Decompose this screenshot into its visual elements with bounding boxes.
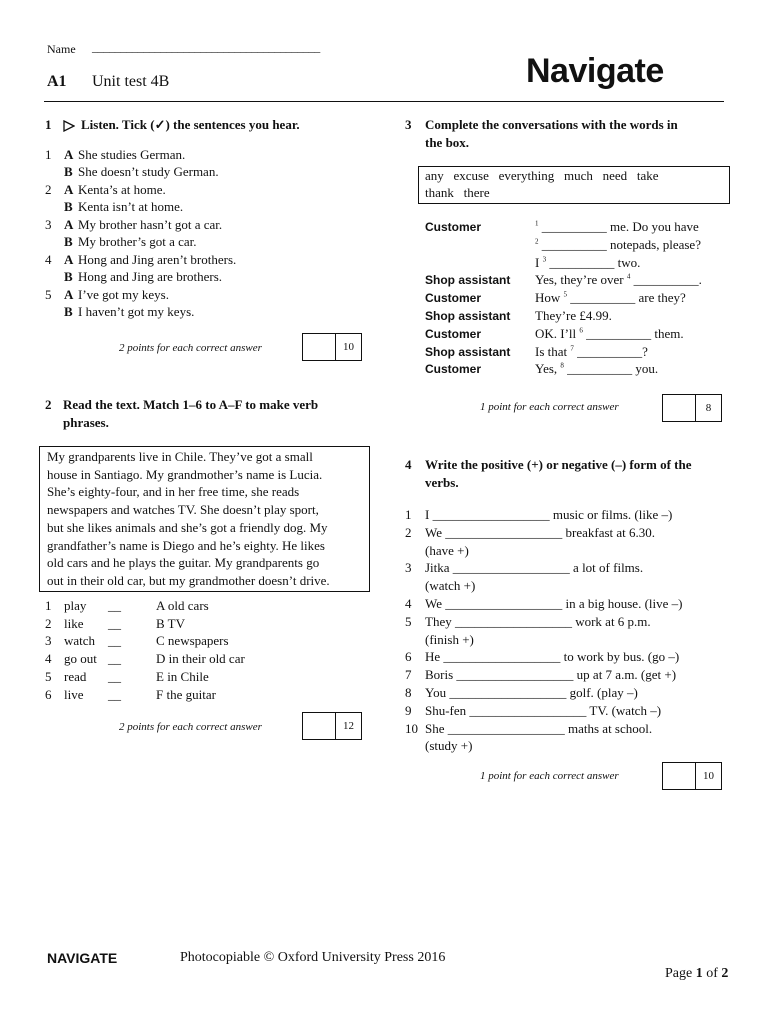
sentence-a: I’ve got my keys.: [78, 287, 169, 302]
conversation-row: [425, 289, 730, 307]
level-label: A1: [47, 73, 67, 90]
reading-text-line: newspapers and watches TV. She doesn’t play sport,: [47, 502, 319, 518]
exercise-text: (watch +): [425, 578, 476, 594]
item-number: 4: [405, 596, 412, 611]
points-note: 2 points for each correct answer: [119, 342, 262, 354]
item-number: 9: [405, 702, 412, 718]
footer-brand: NAVIGATE: [47, 950, 118, 966]
header: [0, 0, 768, 105]
match-option: A old cars: [156, 598, 209, 613]
question-instruction: Listen. Tick (✓) the sentences you hear.: [81, 117, 300, 132]
match-option: C newspapers: [156, 633, 229, 649]
exercise-text: You __________________ golf. (play –): [425, 685, 638, 700]
question-number: 2: [45, 397, 52, 412]
match-option: E in Chile: [156, 668, 209, 684]
sentence-b: Kenta isn’t at home.: [78, 199, 184, 214]
brand-logo: Navigate: [526, 52, 664, 90]
verb-exercise-row[interactable]: [405, 720, 730, 738]
name-label: Name: [47, 42, 76, 56]
match-row: [45, 615, 375, 633]
line-text-after: __________ notepads, please?: [538, 236, 701, 252]
verb-exercise-row[interactable]: [405, 506, 730, 524]
word-box: [418, 166, 730, 204]
verb-exercise-row[interactable]: [405, 648, 730, 666]
sentence-a: She studies German.: [78, 147, 186, 162]
exercise-text: Jitka __________________ a lot of films.: [425, 560, 644, 576]
match-option: F the guitar: [156, 686, 216, 702]
item-number: 1: [45, 147, 52, 162]
match-answer-blank[interactable]: __: [108, 668, 121, 684]
gap-number: 7: [570, 344, 574, 353]
item-number: 5: [405, 613, 412, 629]
sentence-b: My brother’s got a car.: [78, 234, 197, 249]
question-4: [405, 456, 730, 796]
page-total: 2: [721, 966, 729, 981]
speaker-label: Shop assistant: [425, 309, 511, 323]
sentence-b: She doesn’t study German.: [78, 164, 219, 179]
gap-number: 5: [563, 290, 568, 299]
option-label-b: B: [64, 234, 73, 249]
match-number: 4: [45, 651, 52, 667]
line-text-before: OK. I’ll: [535, 325, 580, 341]
sentence-a: Kenta’s at home.: [78, 182, 166, 197]
line-text-after: __________ me. Do you have: [538, 219, 699, 234]
item-number: 5: [45, 287, 52, 302]
match-verb: play: [64, 598, 87, 613]
line-text-before: How: [535, 290, 564, 306]
item-number: 8: [405, 685, 412, 700]
conversation-line[interactable]: [535, 325, 684, 343]
verb-exercise-row[interactable]: [405, 702, 730, 720]
exercise-text: (have +): [425, 542, 469, 558]
question-number: 4: [405, 457, 412, 472]
match-option: B TV: [156, 615, 186, 631]
conversation-line[interactable]: [535, 289, 686, 307]
name-line[interactable]: ________________________________________: [92, 40, 321, 54]
reading-text-line: grandfather’s name is Diego and he’s eighty. He likes: [47, 537, 325, 553]
speaker-label: Customer: [425, 220, 482, 234]
match-answer-blank[interactable]: __: [108, 598, 121, 613]
reading-text-line: but she likes animals and she’s got a friendly dog. My: [47, 519, 328, 535]
question-number: 3: [405, 117, 412, 132]
question-1-heading: [45, 116, 375, 134]
exercise-text: We __________________ breakfast at 6.30.: [425, 524, 656, 540]
match-row: [45, 668, 375, 686]
match-number: 2: [45, 615, 52, 631]
verb-exercise-row[interactable]: [405, 595, 730, 613]
match-number: 3: [45, 633, 52, 649]
item-number: 3: [405, 560, 412, 576]
question-instruction-line1: Write the positive (+) or negative (–) form of the: [425, 457, 692, 472]
sentence-a: Hong and Jing aren’t brothers.: [78, 252, 237, 267]
line-text-after: __________ you.: [563, 361, 659, 377]
page-middle: of: [702, 966, 722, 981]
header-rule: [44, 101, 724, 102]
option-label-a: A: [64, 217, 74, 232]
word-box-line1: any excuse everything much need take: [425, 168, 659, 183]
match-row: [45, 632, 375, 650]
match-number: 5: [45, 668, 52, 684]
match-verb: watch: [64, 633, 96, 649]
sentence-b: I haven’t got my keys.: [78, 304, 195, 319]
conversation-row: [425, 360, 730, 378]
conversation-line[interactable]: [535, 343, 648, 361]
gap-number: 8: [560, 362, 564, 371]
question-instruction-line1: Complete the conversations with the words in: [425, 117, 678, 132]
exercise-text: (finish +): [425, 631, 474, 647]
option-label-b: B: [64, 164, 73, 179]
exercise-text: Shu-fen __________________ TV. (watch –): [425, 702, 662, 718]
exercise-text: She __________________ maths at school.: [425, 720, 653, 736]
question-4-heading: [405, 456, 730, 492]
option-label-a: A: [64, 182, 74, 197]
line-text-after: __________ two.: [546, 254, 641, 270]
conversation-row: [425, 325, 730, 343]
reading-text-line: She’s eighty-four, and in her free time, she reads: [47, 484, 300, 500]
conversation-row: [425, 307, 730, 325]
conversation-row: [425, 236, 730, 254]
footer: [0, 945, 768, 981]
unit-title: Unit test 4B: [92, 73, 170, 90]
match-verb: like: [64, 615, 84, 631]
item-number: 7: [405, 667, 412, 683]
verb-exercise-row[interactable]: [405, 524, 730, 542]
sentence-a: My brother hasn’t got a car.: [78, 217, 223, 232]
reading-text-line: out in their old car, but my grandmother doesn’t drive.: [47, 572, 330, 588]
exercise-text: We __________________ in a big house. (live –): [425, 596, 683, 611]
question-instruction-line2: verbs.: [425, 475, 459, 490]
exercise-text: He __________________ to work by bus. (go –): [425, 649, 680, 665]
line-text-before: Is that: [535, 343, 571, 359]
question-instruction-line2: the box.: [425, 135, 470, 150]
reading-text-line: old cars and he plays the guitar. My grandparents go: [47, 555, 320, 571]
points-note: 1 point for each correct answer: [480, 770, 619, 782]
line-text-after: __________ them.: [582, 325, 684, 341]
exercise-text: They __________________ work at 6 p.m.: [425, 613, 651, 629]
line-text-after: __________.: [630, 272, 702, 288]
gap-number: 4: [626, 273, 631, 282]
verb-exercise-row[interactable]: [405, 631, 730, 649]
question-instruction-line2: phrases.: [63, 415, 109, 430]
match-answer-blank[interactable]: __: [108, 633, 121, 649]
conversation-row: [425, 271, 730, 289]
match-row: [45, 650, 375, 668]
item-number: 3: [45, 217, 52, 232]
item-number: 1: [405, 507, 412, 522]
verb-exercise-row[interactable]: [405, 559, 730, 577]
conversation-line[interactable]: [535, 254, 640, 272]
speaker-label: Shop assistant: [425, 273, 511, 288]
sentence-b: Hong and Jing are brothers.: [78, 269, 223, 284]
conversation-row: [425, 254, 730, 272]
option-label-a: A: [64, 147, 74, 162]
verb-exercise-row[interactable]: [405, 542, 730, 560]
line-text-after: __________?: [573, 343, 648, 359]
gap-number: 6: [579, 326, 583, 335]
score-total: 10: [343, 341, 354, 353]
line-text-before: Yes,: [535, 361, 561, 377]
option-label-b: B: [64, 304, 73, 319]
conversation-line[interactable]: [535, 271, 702, 289]
points-note: 2 points for each correct answer: [119, 721, 262, 733]
page-indicator: [651, 950, 728, 998]
item-number: 6: [405, 649, 412, 665]
exercise-text: (study +): [425, 738, 473, 754]
speaker-label: Customer: [425, 291, 482, 306]
line-text-after: __________ are they?: [567, 290, 686, 306]
score-total: 12: [343, 720, 354, 732]
question-2-heading: [45, 396, 375, 432]
word-box-line2: thank there: [425, 185, 490, 200]
score-box[interactable]: [302, 712, 362, 740]
speaker-label: Customer: [425, 362, 482, 377]
item-number: 4: [45, 252, 52, 267]
match-answer-blank[interactable]: __: [108, 686, 121, 702]
match-verb: live: [64, 686, 84, 702]
line-text-before: I: [535, 254, 543, 270]
verb-exercise-row[interactable]: [405, 577, 730, 595]
play-triangle-icon[interactable]: [63, 119, 75, 137]
match-row: [45, 686, 375, 704]
match-row: [45, 597, 375, 615]
conversation-row: [425, 218, 730, 236]
question-number: 1: [45, 117, 52, 132]
page-current: 1: [695, 966, 703, 981]
item-number: 10: [405, 720, 418, 736]
item-number: 2: [45, 182, 52, 197]
match-verb: read: [64, 668, 87, 684]
conversation-line[interactable]: [535, 307, 612, 325]
conversation-line[interactable]: [535, 236, 701, 254]
option-label-a: A: [64, 252, 74, 267]
gap-number: 1: [535, 219, 539, 228]
verb-exercise-row[interactable]: [405, 613, 730, 631]
match-number: 6: [45, 686, 52, 702]
question-1: [45, 116, 375, 366]
points-note: 1 point for each correct answer: [480, 401, 619, 413]
match-answer-blank[interactable]: __: [108, 615, 121, 631]
page-prefix: Page: [665, 966, 696, 981]
score-total: 10: [703, 770, 714, 782]
question-instruction-line1: Read the text. Match 1–6 to A–F to make verb: [63, 397, 319, 412]
reading-text-line: My grandparents live in Chile. They’ve got a small: [47, 449, 313, 464]
question-3-heading: [405, 116, 730, 152]
match-number: 1: [45, 598, 52, 613]
conversation-line[interactable]: [535, 218, 699, 236]
conversation-row: [425, 343, 730, 361]
option-label-a: A: [64, 287, 74, 302]
verb-exercise-row[interactable]: [405, 684, 730, 702]
match-answer-blank[interactable]: __: [108, 651, 121, 667]
exercise-text: Boris __________________ up at 7 a.m. (get +): [425, 667, 677, 683]
line-text-before: Yes, they’re over: [535, 272, 627, 288]
gap-number: 2: [535, 237, 539, 246]
line-text-before: They’re £4.99.: [535, 308, 612, 323]
verb-exercise-row[interactable]: [405, 737, 730, 755]
verb-exercise-row[interactable]: [405, 666, 730, 684]
speaker-label: Shop assistant: [425, 344, 511, 359]
conversation-line[interactable]: [535, 360, 658, 378]
reading-text-line: house in Santiago. My grandmother’s name is Lucia.: [47, 466, 323, 482]
question-3: [405, 116, 730, 426]
exercise-text: I __________________ music or films. (like –): [425, 507, 673, 522]
option-label-b: B: [64, 269, 73, 284]
question-2: [45, 396, 375, 746]
match-verb: go out: [64, 651, 97, 667]
option-label-b: B: [64, 199, 73, 214]
item-number: 2: [405, 524, 412, 540]
score-box[interactable]: [662, 762, 722, 790]
speaker-label: Customer: [425, 326, 482, 341]
match-option: D in their old car: [156, 651, 245, 667]
gap-number: 3: [542, 255, 547, 264]
score-total: 8: [705, 402, 712, 414]
score-box[interactable]: [662, 394, 722, 422]
reading-text-box: [39, 446, 370, 592]
score-box[interactable]: [302, 333, 362, 361]
footer-copyright: Photocopiable © Oxford University Press 2016: [180, 950, 446, 965]
